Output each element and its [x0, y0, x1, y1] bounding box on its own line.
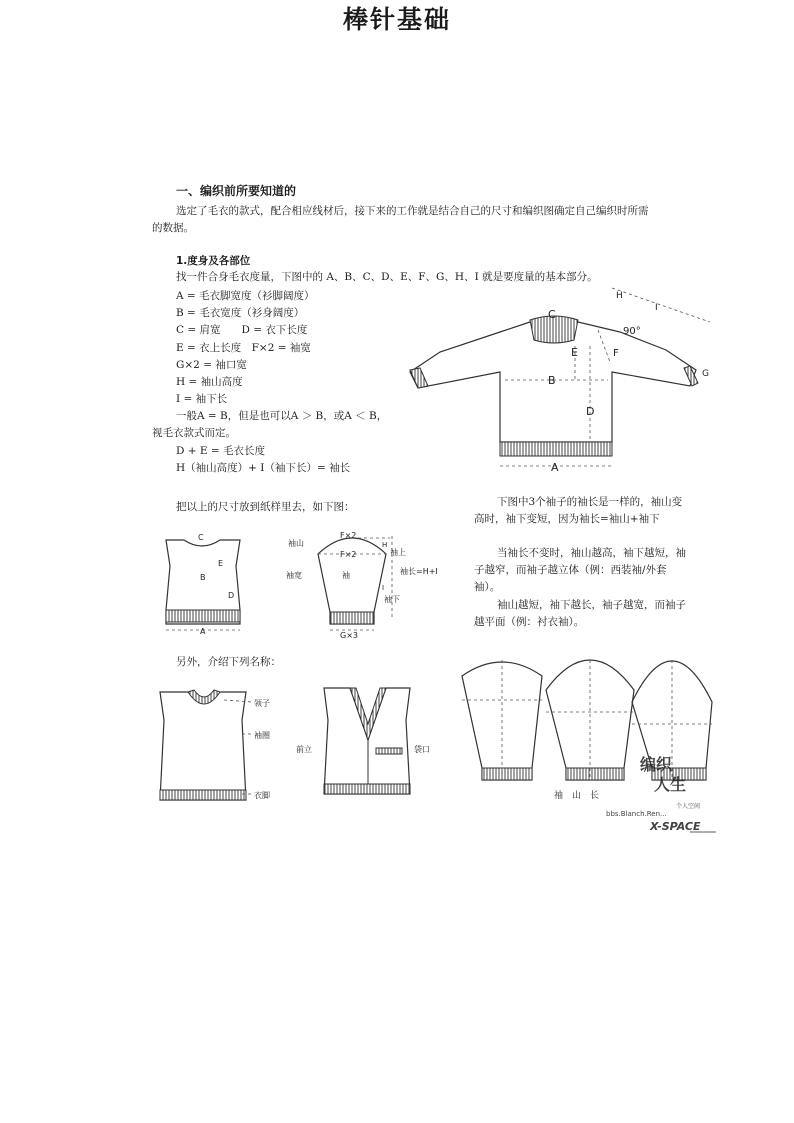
pattern-label-d: D — [228, 591, 235, 600]
watermark — [606, 755, 716, 833]
sleeve-para-2c: 袖）。 — [474, 581, 501, 593]
pattern-label-a: A — [200, 627, 206, 636]
pattern-label-e: E — [218, 559, 224, 568]
note-line-2: 视毛衣款式而定。 — [152, 427, 236, 439]
def-g: G×2 = 袖口宽 — [176, 359, 247, 371]
watermark-line2: 人生 — [654, 775, 687, 794]
body-pattern — [166, 533, 240, 636]
sleeve-para-2a: 当袖长不变时，袖山越高，袖下越短，袖 — [497, 547, 686, 559]
sleeve-para-2b: 子越窄，而袖子越立体（例：西装袖/外套 — [474, 564, 667, 576]
subsection-heading: 1.度身及各部位 — [176, 255, 251, 267]
label-h: H — [616, 291, 623, 301]
note-line-1: 一般A = B，但是也可以A ＞ B，或A ＜ B， — [176, 410, 388, 422]
f2-top-label: F×2 — [340, 531, 357, 540]
sleeve-para-3b: 越平面（例：衬衣袖）。 — [474, 616, 585, 628]
label-f: F — [613, 348, 619, 359]
label-d: D — [586, 405, 595, 418]
section-heading: 一、编织前所要知道的 — [176, 184, 297, 198]
label-i: I — [655, 303, 658, 313]
measure-lead: 找一件合身毛衣度量，下图中的 A、B、C、D、E、F、G、H、I 就是要度量的基本部分。 — [176, 271, 598, 283]
sleeve-pattern — [286, 531, 438, 640]
sleeve-down-label: 袖下 — [384, 595, 400, 604]
label-90: 90° — [623, 326, 641, 337]
def-c-d: C = 肩宽 D = 衣下长度 — [176, 324, 308, 336]
sweater-hem-rib — [500, 442, 612, 456]
sleeve-caption: 袖 山 长 — [554, 791, 600, 801]
g3-label: G×3 — [340, 631, 358, 640]
f2-mid-label: F×2 — [340, 550, 357, 559]
right-cuff-rib — [684, 366, 698, 386]
watermark-brand-small: 个人空间 — [676, 803, 701, 810]
label-c: C — [548, 308, 556, 321]
sleeve-para-1a: 下图中3个袖子的袖长是一样的，袖山变 — [497, 496, 683, 508]
def-e-f: E = 衣上长度 F×2 = 袖宽 — [176, 342, 311, 354]
i-label: I — [382, 584, 385, 592]
sleeve-label: 袖 — [342, 571, 350, 580]
label-a: A — [551, 461, 559, 474]
label-g: G — [702, 369, 709, 379]
hem-label: 衣脚 — [254, 791, 270, 800]
vneck-vest-diagram — [296, 688, 430, 794]
armhole-label: 袖圈 — [254, 731, 270, 740]
pocket-label: 袋口 — [414, 745, 430, 754]
sleeve-len-label: 袖长=H+I — [400, 567, 438, 576]
label-e: E — [571, 346, 578, 359]
intro-line-2: 的数据。 — [152, 222, 194, 234]
sleeve-para-1b: 高时，袖下变短，因为袖长=袖山+袖下 — [474, 513, 660, 525]
intro-line-1: 选定了毛衣的款式，配合相应线材后，接下来的工作就是结合自己的尺寸和编织图确定自己编织时所需 — [176, 205, 649, 217]
sweater-diagram — [410, 288, 710, 474]
names-intro: 另外，介绍下列名称： — [176, 656, 281, 668]
def-i: I = 袖下长 — [176, 393, 228, 405]
collar-label: 领子 — [254, 699, 270, 708]
watermark-brand: X-SPACE — [650, 820, 701, 833]
formula-sleeve: H（袖山高度）+ I（袖下长）= 袖长 — [176, 462, 351, 474]
pattern-intro: 把以上的尺寸放到纸样里去，如下图： — [176, 501, 355, 513]
sleeve-cap-label: 袖山 — [288, 539, 304, 548]
watermark-line1: 编织 — [640, 755, 673, 774]
watermark-sub: bbs.Blanch.Ren... — [606, 810, 667, 818]
def-b: B = 毛衣宽度（衫身阔度） — [176, 307, 305, 319]
label-b: B — [548, 374, 556, 387]
sleeve-para-3a: 袖山越短，袖下越长，袖子越宽，而袖子 — [497, 599, 686, 611]
def-a: A = 毛衣脚宽度（衫脚阔度） — [176, 290, 315, 302]
sleeve-width-label: 袖宽 — [286, 571, 302, 580]
formula-length: D + E = 毛衣长度 — [176, 445, 266, 457]
vest-diagram — [160, 690, 270, 800]
h-label: H — [382, 541, 388, 549]
def-h: H = 袖山高度 — [176, 376, 243, 388]
front-band-label: 前立 — [296, 745, 312, 754]
page-title: 棒针基础 — [342, 5, 451, 34]
pattern-label-b: B — [200, 573, 206, 582]
sleeve-up-label: 袖上 — [390, 548, 406, 557]
pattern-label-c: C — [198, 533, 204, 542]
